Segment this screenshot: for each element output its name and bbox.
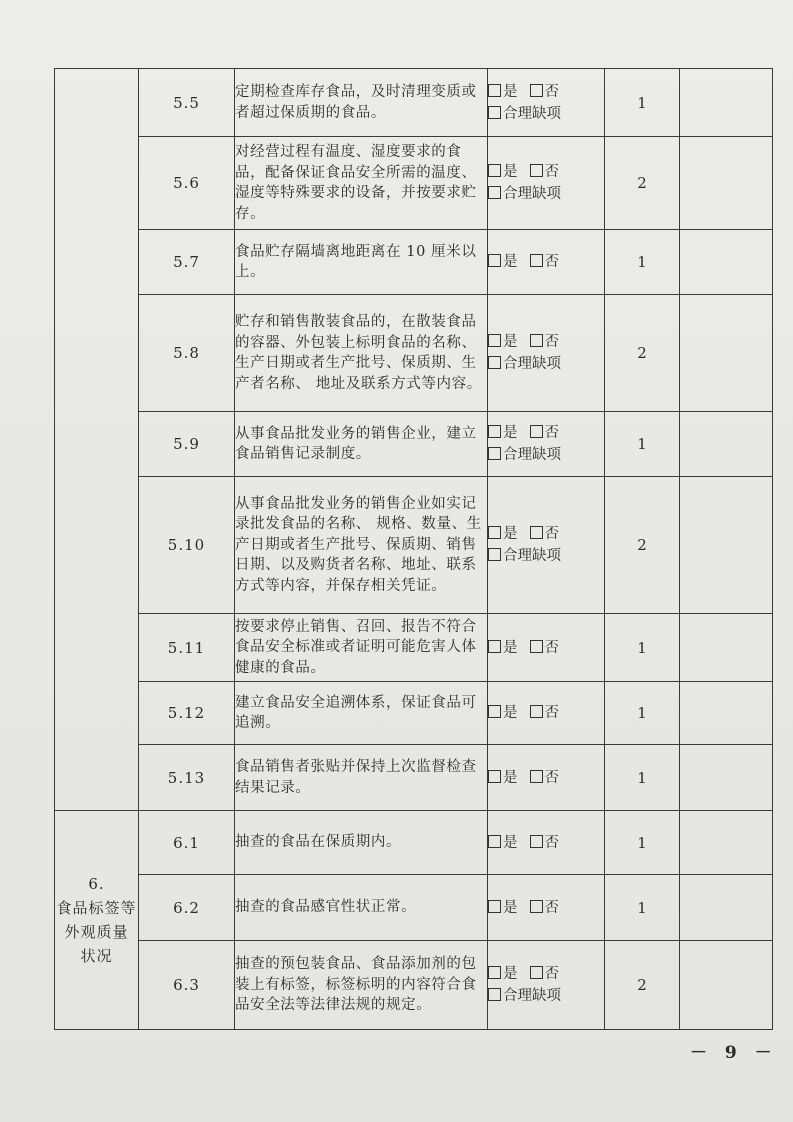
- table-row: [55, 614, 773, 682]
- answer-options: [488, 137, 605, 230]
- option-label: 否: [544, 425, 559, 441]
- reasonable-missing-line: [488, 985, 604, 1007]
- page-number: － 9 －: [690, 1043, 778, 1063]
- item-number: 5.13: [139, 745, 235, 811]
- checkbox-icon[interactable]: [530, 254, 543, 267]
- option-reasonable-missing[interactable]: [488, 356, 561, 372]
- item-score: 1: [605, 745, 680, 811]
- checkbox-icon[interactable]: [488, 106, 501, 119]
- remark-cell: [680, 137, 773, 230]
- option-label: 否: [544, 526, 559, 542]
- option-no[interactable]: [530, 164, 560, 180]
- option-yes[interactable]: [488, 334, 518, 350]
- remark-cell: [680, 682, 773, 745]
- table-row: [55, 745, 773, 811]
- option-label: 是: [503, 639, 518, 656]
- item-number: 5.5: [139, 69, 235, 137]
- table-row: [55, 811, 773, 875]
- yes-no-line: [488, 251, 604, 273]
- item-number: 5.6: [139, 137, 235, 230]
- item-number: 5.7: [139, 230, 235, 295]
- item-number: 6.2: [139, 875, 235, 941]
- option-label: 否: [544, 705, 559, 721]
- yes-no-line: [488, 161, 604, 183]
- checkbox-icon[interactable]: [488, 334, 501, 347]
- option-no[interactable]: [530, 640, 560, 656]
- answer-options: [488, 745, 605, 811]
- item-requirement: 抽查的食品感官性状正常。: [235, 875, 488, 941]
- option-label: 否: [544, 164, 559, 180]
- option-reasonable-missing[interactable]: [488, 186, 561, 202]
- table-row: [55, 875, 773, 941]
- yes-no-line: [488, 897, 604, 919]
- option-label: 合理缺项: [503, 186, 561, 202]
- option-no[interactable]: [530, 835, 560, 851]
- answer-options: [488, 614, 605, 682]
- table-row: [55, 477, 773, 614]
- option-no[interactable]: [530, 770, 560, 786]
- checkbox-icon[interactable]: [488, 254, 501, 267]
- item-requirement: 定期检查库存食品，及时清理变质或者超过保质期的食品。: [235, 69, 488, 137]
- checkbox-icon[interactable]: [530, 835, 543, 848]
- answer-options: [488, 230, 605, 295]
- option-label: 是: [503, 899, 518, 916]
- answer-options: [488, 875, 605, 941]
- checkbox-icon[interactable]: [530, 334, 543, 347]
- item-requirement: 对经营过程有温度、湿度要求的食品，配备保证食品安全所需的温度、湿度等特殊要求的设备，并按要求贮存。: [235, 137, 488, 230]
- table-row: [55, 941, 773, 1030]
- yes-no-line: [488, 637, 604, 659]
- option-reasonable-missing[interactable]: [488, 447, 561, 463]
- item-number: 6.3: [139, 941, 235, 1030]
- option-reasonable-missing[interactable]: [488, 106, 561, 122]
- option-label: 否: [544, 966, 559, 982]
- item-number: 5.12: [139, 682, 235, 745]
- option-yes[interactable]: [488, 526, 518, 542]
- item-score: 1: [605, 614, 680, 682]
- checkbox-icon[interactable]: [530, 900, 543, 913]
- option-no[interactable]: [530, 526, 560, 542]
- option-label: 是: [503, 834, 518, 851]
- remark-cell: [680, 875, 773, 941]
- checkbox-icon[interactable]: [488, 988, 501, 1001]
- remark-cell: [680, 614, 773, 682]
- reasonable-missing-line: [488, 444, 604, 466]
- yes-no-line: [488, 832, 604, 854]
- yes-no-line: [488, 523, 604, 545]
- item-score: 2: [605, 477, 680, 614]
- option-label: 是: [503, 966, 518, 982]
- yes-no-line: [488, 422, 604, 444]
- answer-options: [488, 295, 605, 412]
- option-yes[interactable]: [488, 84, 518, 100]
- checkbox-icon[interactable]: [488, 640, 501, 653]
- remark-cell: [680, 941, 773, 1030]
- checkbox-icon[interactable]: [488, 447, 501, 460]
- checkbox-icon[interactable]: [488, 705, 501, 718]
- option-label: 是: [503, 164, 518, 180]
- option-no[interactable]: [530, 84, 560, 100]
- option-label: 否: [544, 83, 559, 100]
- option-label: 否: [544, 834, 559, 851]
- table-row: [55, 137, 773, 230]
- option-label: 否: [544, 899, 559, 916]
- option-label: 合理缺项: [503, 356, 561, 372]
- table-row: [55, 230, 773, 295]
- yes-no-line: [488, 963, 604, 985]
- option-label: 是: [503, 425, 518, 441]
- option-yes[interactable]: [488, 900, 518, 916]
- option-no[interactable]: [530, 900, 560, 916]
- option-label: 是: [503, 526, 518, 542]
- checkbox-icon[interactable]: [488, 548, 501, 561]
- yes-no-line: [488, 81, 604, 103]
- answer-options: [488, 69, 605, 137]
- yes-no-line: [488, 702, 604, 724]
- item-requirement: 食品销售者张贴并保持上次监督检查结果记录。: [235, 745, 488, 811]
- inspection-table: [54, 68, 773, 1030]
- item-requirement: 建立食品安全追溯体系，保证食品可追溯。: [235, 682, 488, 745]
- item-score: 2: [605, 295, 680, 412]
- reasonable-missing-line: [488, 545, 604, 567]
- option-label: 是: [503, 83, 518, 100]
- remark-cell: [680, 477, 773, 614]
- category-cell-6: [55, 811, 139, 1030]
- checkbox-icon[interactable]: [530, 966, 543, 979]
- checkbox-icon[interactable]: [488, 164, 501, 177]
- item-score: 2: [605, 137, 680, 230]
- item-score: 1: [605, 412, 680, 477]
- item-requirement: 抽查的预包装食品、食品添加剂的包装上有标签，标签标明的内容符合食品安全法等法律法规的规定。: [235, 941, 488, 1030]
- option-label: 是: [503, 254, 518, 270]
- table-row: [55, 682, 773, 745]
- checkbox-icon[interactable]: [530, 84, 543, 97]
- option-label: 是: [503, 334, 518, 350]
- item-number: 5.8: [139, 295, 235, 412]
- answer-options: [488, 811, 605, 875]
- option-no[interactable]: [530, 705, 560, 721]
- category-title-line: 食品标签等: [56, 899, 137, 917]
- yes-no-line: [488, 331, 604, 353]
- item-number: 5.11: [139, 614, 235, 682]
- option-label: 是: [503, 769, 518, 786]
- checkbox-icon[interactable]: [488, 966, 501, 979]
- item-number: 6.1: [139, 811, 235, 875]
- item-score: 1: [605, 230, 680, 295]
- category-cell-5: [55, 69, 139, 811]
- checkbox-icon[interactable]: [488, 770, 501, 783]
- option-yes[interactable]: [488, 835, 518, 851]
- option-no[interactable]: [530, 425, 560, 441]
- item-requirement: 食品贮存隔墙离地距离在 10 厘米以上。: [235, 230, 488, 295]
- table-row: [55, 412, 773, 477]
- option-yes[interactable]: [488, 640, 518, 656]
- checkbox-icon[interactable]: [530, 705, 543, 718]
- category-title-line: 6.: [88, 875, 105, 893]
- option-label: 合理缺项: [503, 988, 561, 1004]
- checkbox-icon[interactable]: [530, 640, 543, 653]
- checkbox-icon[interactable]: [530, 526, 543, 539]
- option-label: 否: [544, 769, 559, 786]
- remark-cell: [680, 69, 773, 137]
- checkbox-icon[interactable]: [488, 900, 501, 913]
- checkbox-icon[interactable]: [488, 425, 501, 438]
- item-requirement: 贮存和销售散装食品的，在散装食品的容器、外包装上标明食品的名称、生产日期或者生产批号、保质期、生产者名称、 地址及联系方式等内容。: [235, 295, 488, 412]
- item-score: 1: [605, 682, 680, 745]
- table-row: [55, 295, 773, 412]
- checkbox-icon[interactable]: [488, 526, 501, 539]
- option-label: 合理缺项: [503, 548, 561, 564]
- option-label: 否: [544, 639, 559, 656]
- remark-cell: [680, 412, 773, 477]
- item-number: 5.9: [139, 412, 235, 477]
- option-label: 合理缺项: [503, 105, 561, 122]
- reasonable-missing-line: [488, 353, 604, 375]
- option-no[interactable]: [530, 966, 560, 982]
- checkbox-icon[interactable]: [488, 186, 501, 199]
- checkbox-icon[interactable]: [488, 356, 501, 369]
- item-requirement: 抽查的食品在保质期内。: [235, 811, 488, 875]
- reasonable-missing-line: [488, 183, 604, 205]
- item-score: 1: [605, 875, 680, 941]
- checkbox-icon[interactable]: [530, 770, 543, 783]
- checkbox-icon[interactable]: [488, 84, 501, 97]
- option-yes[interactable]: [488, 425, 518, 441]
- option-yes[interactable]: [488, 770, 518, 786]
- item-requirement: 从事食品批发业务的销售企业，建立食品销售记录制度。: [235, 412, 488, 477]
- category-title-line: 状况: [80, 947, 113, 965]
- option-reasonable-missing[interactable]: [488, 988, 561, 1004]
- yes-no-line: [488, 767, 604, 789]
- remark-cell: [680, 295, 773, 412]
- reasonable-missing-line: [488, 103, 604, 125]
- answer-options: [488, 412, 605, 477]
- option-no[interactable]: [530, 334, 560, 350]
- answer-options: [488, 477, 605, 614]
- option-label: 是: [503, 705, 518, 721]
- item-score: 2: [605, 941, 680, 1030]
- checkbox-icon[interactable]: [488, 835, 501, 848]
- item-requirement: 按要求停止销售、召回、报告不符合食品安全标准或者证明可能危害人体健康的食品。: [235, 614, 488, 682]
- item-score: 1: [605, 69, 680, 137]
- option-yes[interactable]: [488, 254, 518, 270]
- option-yes[interactable]: [488, 164, 518, 180]
- option-yes[interactable]: [488, 705, 518, 721]
- item-number: 5.10: [139, 477, 235, 614]
- option-label: 合理缺项: [503, 447, 561, 463]
- remark-cell: [680, 745, 773, 811]
- answer-options: [488, 682, 605, 745]
- checkbox-icon[interactable]: [530, 164, 543, 177]
- option-reasonable-missing[interactable]: [488, 548, 561, 564]
- option-label: 否: [544, 254, 559, 270]
- remark-cell: [680, 811, 773, 875]
- item-score: 1: [605, 811, 680, 875]
- remark-cell: [680, 230, 773, 295]
- answer-options: [488, 941, 605, 1030]
- item-requirement: 从事食品批发业务的销售企业如实记录批发食品的名称、 规格、数量、生产日期或者生产批号、保质期、销售日期、以及购货者名称、地址、联系方式等内容，并保存相关凭证。: [235, 477, 488, 614]
- checkbox-icon[interactable]: [530, 425, 543, 438]
- category-title-line: 外观质量: [64, 923, 129, 941]
- option-label: 否: [544, 334, 559, 350]
- option-no[interactable]: [530, 254, 560, 270]
- option-yes[interactable]: [488, 966, 518, 982]
- table-row: [55, 69, 773, 137]
